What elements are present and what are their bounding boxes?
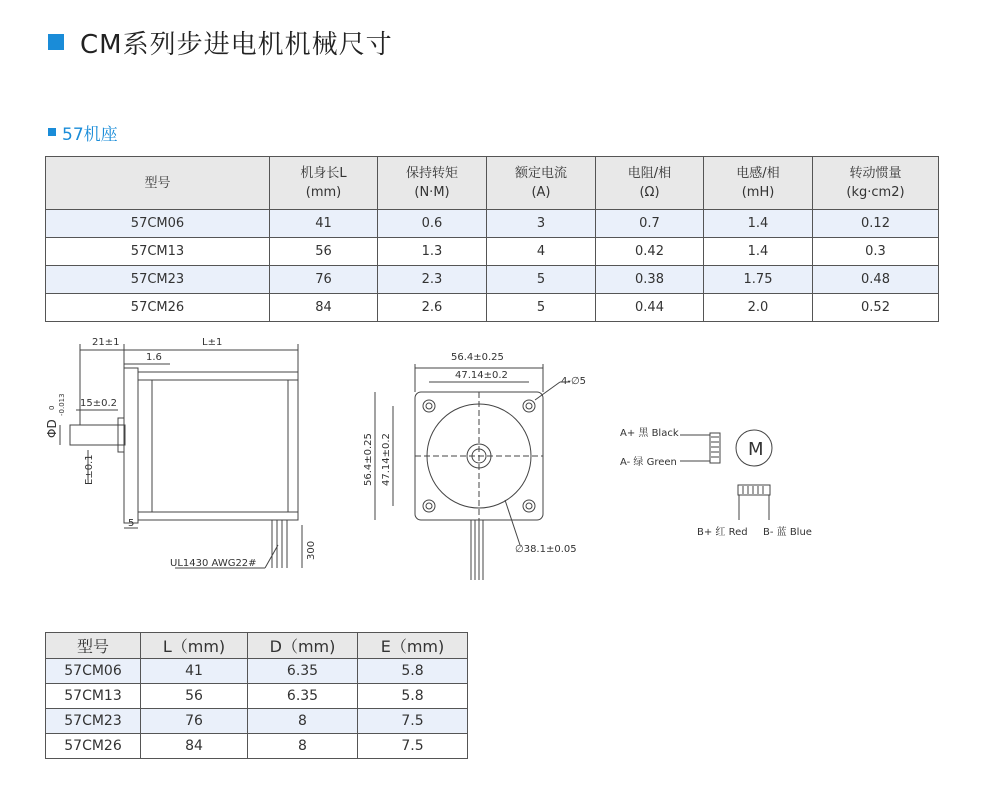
dim-21: 21±1 (92, 337, 120, 348)
wire-a-minus: A- 绿 Green (620, 457, 677, 468)
spec-header-torque: 保持转矩 (N·M) (378, 157, 487, 210)
table-cell: 4 (487, 238, 596, 266)
dim-width-inner: 47.14±0.2 (455, 370, 508, 381)
table-cell: 56 (270, 238, 378, 266)
dim-holes: 4-∅5 (561, 376, 587, 387)
dim-d: ΦD (45, 419, 59, 438)
dim-width-outer: 56.4±0.25 (451, 352, 504, 363)
table-cell: 57CM06 (46, 659, 141, 684)
table-cell: 1.3 (378, 238, 487, 266)
dim-pilot: ∅38.1±0.05 (515, 544, 577, 555)
table-row (46, 266, 939, 294)
table-cell: 0.7 (596, 210, 704, 238)
dim-d-tol-bottom: -0.013 (58, 393, 66, 416)
table-cell: 3 (487, 210, 596, 238)
spec-header-resistance: 电阻/相 (Ω) (596, 157, 704, 210)
shaft-outline (70, 425, 125, 445)
spec-header-current: 额定电流 (A) (487, 157, 596, 210)
spec-header-inertia: 转动惯量 (kg·cm2) (813, 157, 939, 210)
dim-l: L±1 (202, 337, 223, 348)
wire-b-minus: B- 蓝 Blue (763, 527, 812, 538)
motor-symbol-label: M (748, 439, 764, 460)
table-cell: 1.4 (704, 238, 813, 266)
dims-table (45, 632, 468, 759)
motor-body-outline (138, 372, 298, 520)
table-cell: 2.0 (704, 294, 813, 322)
table-cell: 57CM23 (46, 266, 270, 294)
dims-header-e: E（mm) (358, 633, 468, 659)
dims-header-model: 型号 (46, 633, 141, 659)
table-row (46, 238, 939, 266)
table-cell: 0.42 (596, 238, 704, 266)
wire-b-plus: B+ 红 Red (697, 527, 748, 538)
table-cell: 76 (270, 266, 378, 294)
dim-1-6: 1.6 (146, 352, 162, 363)
spec-header-length: 机身长L (mm) (270, 157, 378, 210)
table-cell: 5.8 (358, 659, 468, 684)
cable-label: UL1430 AWG22# (170, 558, 257, 569)
dim-height-inner: 47.14±0.2 (381, 433, 392, 486)
table-cell: 5 (487, 266, 596, 294)
table-cell: 6.35 (248, 684, 358, 709)
dims-header-l: L（mm) (141, 633, 248, 659)
spec-table (45, 156, 939, 322)
table-cell: 41 (270, 210, 378, 238)
dims-header-row (46, 633, 468, 659)
side-view-drawing (40, 330, 370, 600)
wire-a-plus: A+ 黑 Black (620, 428, 679, 439)
table-cell: 8 (248, 709, 358, 734)
table-cell: 0.3 (813, 238, 939, 266)
table-cell: 7.5 (358, 709, 468, 734)
table-row (46, 734, 468, 759)
table-cell: 57CM13 (46, 684, 141, 709)
table-row (46, 684, 468, 709)
spec-header-model: 型号 (46, 157, 270, 210)
dim-5: 5 (128, 518, 135, 529)
table-cell: 57CM06 (46, 210, 270, 238)
table-cell: 2.3 (378, 266, 487, 294)
table-cell: 41 (141, 659, 248, 684)
dim-d-tol-top: 0 (48, 405, 56, 410)
section-subtitle: 57机座 (62, 125, 118, 145)
table-cell: 84 (270, 294, 378, 322)
table-cell: 8 (248, 734, 358, 759)
table-cell: 1.4 (704, 210, 813, 238)
table-cell: 5 (487, 294, 596, 322)
table-cell: 57CM23 (46, 709, 141, 734)
table-cell: 0.48 (813, 266, 939, 294)
table-cell: 0.38 (596, 266, 704, 294)
table-cell: 7.5 (358, 734, 468, 759)
table-row (46, 659, 468, 684)
table-cell: 5.8 (358, 684, 468, 709)
table-cell: 76 (141, 709, 248, 734)
table-cell: 0.6 (378, 210, 487, 238)
title-square-icon (48, 34, 64, 50)
table-cell: 0.52 (813, 294, 939, 322)
table-cell: 2.6 (378, 294, 487, 322)
table-row (46, 210, 939, 238)
dim-e: E±0.1 (84, 454, 95, 485)
dim-height-outer: 56.4±0.25 (363, 433, 374, 486)
subtitle-square-icon (48, 128, 56, 136)
flange-outline (124, 368, 138, 523)
table-cell: 0.44 (596, 294, 704, 322)
table-cell: 6.35 (248, 659, 358, 684)
page-title: CM系列步进电机机械尺寸 (80, 30, 393, 60)
table-cell: 0.12 (813, 210, 939, 238)
table-cell: 57CM26 (46, 734, 141, 759)
table-cell: 84 (141, 734, 248, 759)
wiring-diagram (615, 415, 835, 545)
table-row (46, 709, 468, 734)
table-row (46, 294, 939, 322)
dim-15: 15±0.2 (80, 398, 118, 409)
dim-300: 300 (306, 540, 317, 560)
table-cell: 57CM26 (46, 294, 270, 322)
table-cell: 57CM13 (46, 238, 270, 266)
front-view-drawing (355, 340, 600, 590)
dims-header-d: D（mm) (248, 633, 358, 659)
table-cell: 56 (141, 684, 248, 709)
table-cell: 1.75 (704, 266, 813, 294)
spec-header-row (46, 157, 939, 210)
spec-header-inductance: 电感/相 (mH) (704, 157, 813, 210)
